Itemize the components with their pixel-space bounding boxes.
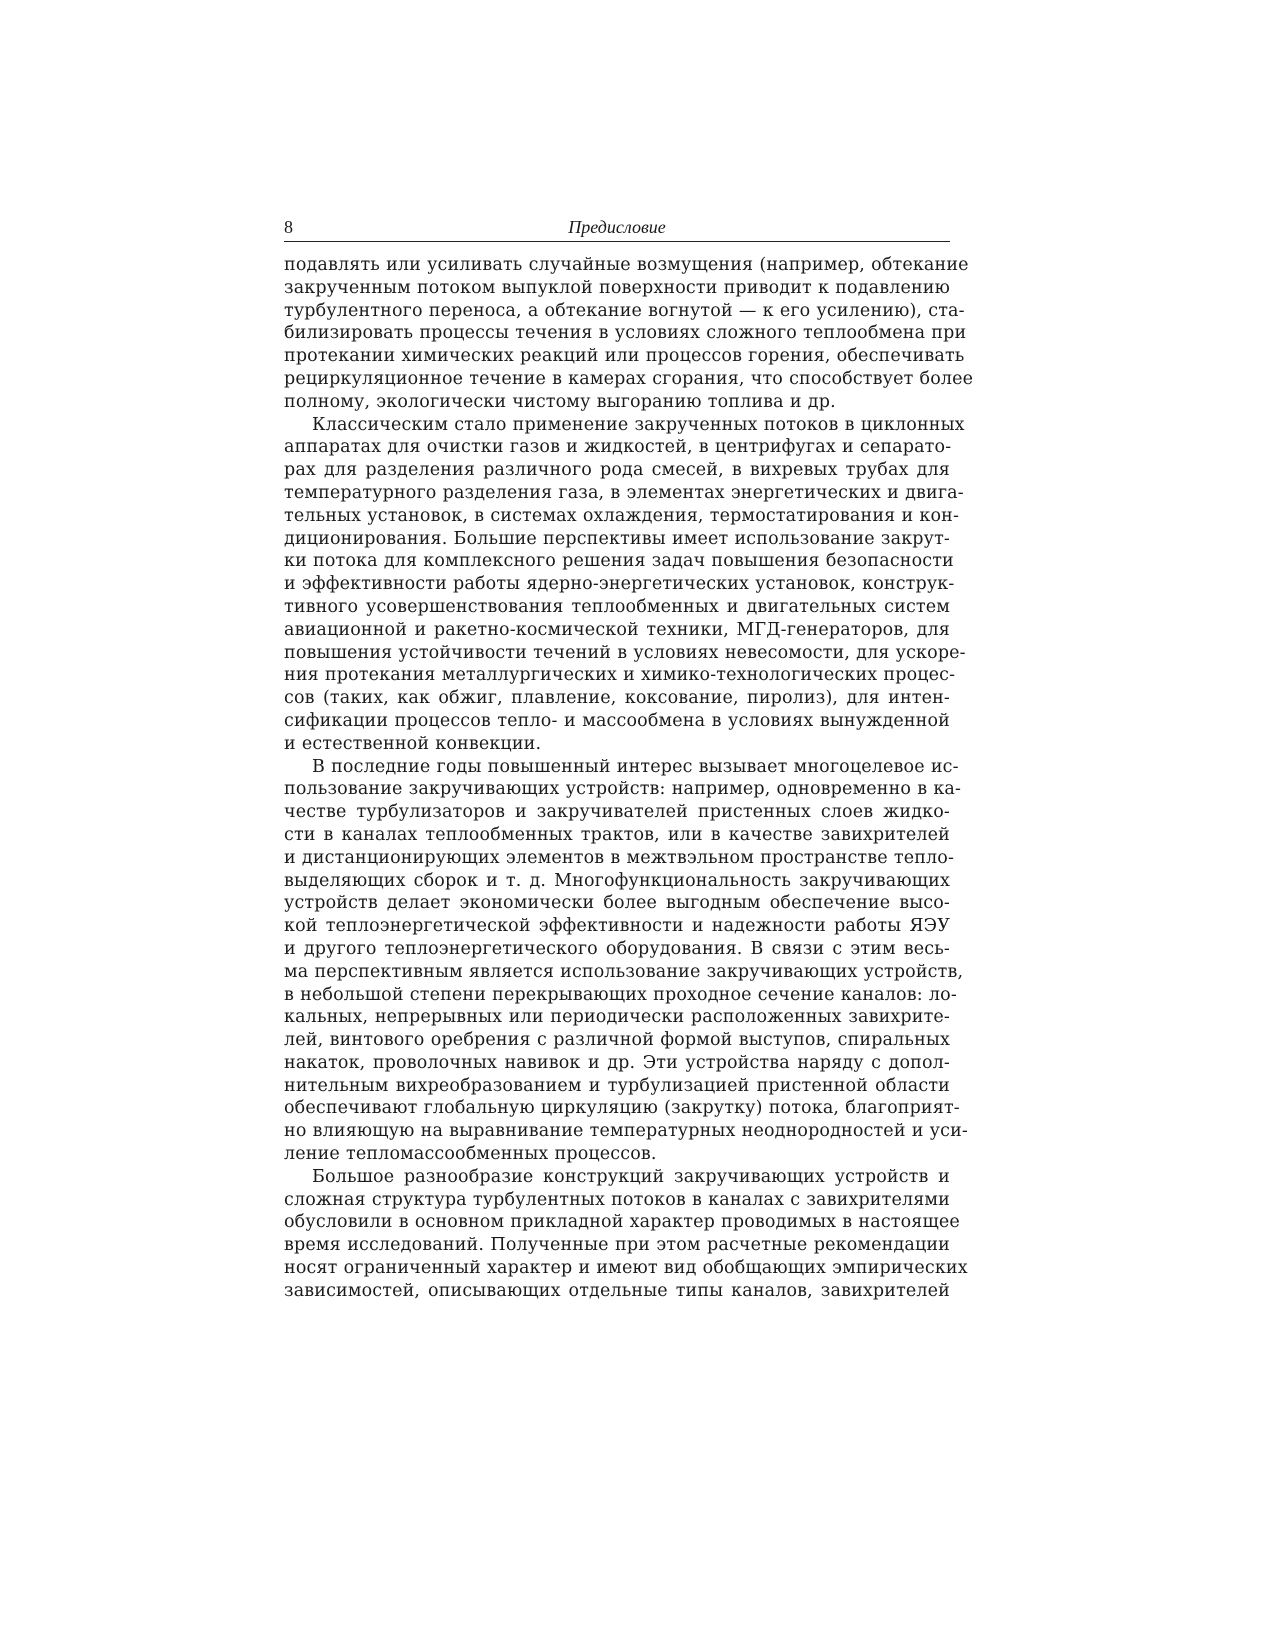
text-line: рециркуляционное течение в камерах сгорания, что способствует более bbox=[284, 368, 974, 389]
text-line: подавлять или усиливать случайные возмущения (например, обтекание bbox=[284, 255, 969, 275]
text-line: аппаратах для очистки газов и жидкостей, в центрифугах и сепарато- bbox=[284, 437, 952, 458]
text-line: ния протекания металлургических и химико-технологических процес- bbox=[284, 665, 956, 686]
text-line: сификации процессов тепло- и массообмена в условиях вынужденной bbox=[284, 710, 950, 731]
text-line: зависимостей, описывающих отдельные типы каналов, завихрителей bbox=[284, 1280, 950, 1301]
text-line: диционирования. Большие перспективы имеет использование закрут- bbox=[284, 528, 950, 549]
text-line: но влияющую на выравнивание температурных неоднородностей и уси- bbox=[284, 1121, 968, 1142]
text-line: повышения устойчивости течений в условиях невесомости, для ускоре- bbox=[284, 642, 966, 663]
text-line: ление тепломассообменных процессов. bbox=[284, 1144, 657, 1165]
text-line: сти в каналах теплообменных трактов, или в качестве завихрителей bbox=[284, 824, 950, 845]
text-line: тельных установок, в системах охлаждения, термостатирования и кон- bbox=[284, 505, 960, 526]
paragraph bbox=[284, 756, 968, 1166]
text-line: и другого теплоэнергетического оборудования. В связи с этим весь- bbox=[284, 938, 950, 959]
text-line: В последние годы повышенный интерес вызывает многоцелевое ис- bbox=[312, 756, 959, 777]
text-line: Классическим стало применение закрученных потоков в циклонных bbox=[312, 414, 965, 435]
paragraph bbox=[284, 1166, 968, 1303]
text-line: турбулентного переноса, а обтекание вогнутой — к его усилению), ста- bbox=[284, 300, 965, 321]
body-text bbox=[284, 254, 974, 1303]
text-line: обеспечивают глобальную циркуляцию (закрутку) потока, благоприят- bbox=[284, 1098, 960, 1119]
text-line: сложная структура турбулентных потоков в каналах с завихрителями bbox=[284, 1189, 950, 1210]
text-line: честве турбулизаторов и закручивателей пристенных слоев жидко- bbox=[284, 802, 950, 823]
text-line: ки потока для комплексного решения задач повышения безопасности bbox=[284, 551, 954, 572]
text-line: протекании химических реакций или процессов горения, обеспечивать bbox=[284, 346, 965, 367]
text-line: и естественной конвекции. bbox=[284, 733, 542, 754]
paragraph bbox=[284, 254, 974, 414]
text-line: кой теплоэнергетической эффективности и надежности работы ЯЭУ bbox=[284, 916, 950, 937]
text-line: и эффективности работы ядерно-энергетических установок, конструк- bbox=[284, 574, 955, 595]
text-line: билизировать процессы течения в условиях сложного теплообмена при bbox=[284, 323, 967, 344]
text-line: и дистанционирующих элементов в межтвэльном пространстве тепло- bbox=[284, 847, 955, 868]
text-line: авиационной и ракетно-космической техники, МГД-генераторов, для bbox=[284, 619, 950, 640]
text-line: устройств делает экономически более выгодным обеспечение высо- bbox=[284, 893, 950, 914]
text-line: нительным вихреобразованием и турбулизацией пристенной области bbox=[284, 1075, 950, 1096]
book-page bbox=[284, 215, 974, 1303]
text-line: носят ограниченный характер и имеют вид обобщающих эмпирических bbox=[284, 1258, 968, 1279]
text-line: полному, экологически чистому выгоранию топлива и др. bbox=[284, 391, 836, 412]
text-line: накаток, проволочных навивок и др. Эти устройства наряду с допол- bbox=[284, 1052, 950, 1073]
text-line: рах для разделения различного рода смесей, в вихревых трубах для bbox=[284, 460, 950, 481]
paragraph bbox=[284, 414, 966, 756]
text-line: закрученным потоком выпуклой поверхности приводит к подавлению bbox=[284, 277, 950, 298]
text-line: время исследований. Полученные при этом расчетные рекомендации bbox=[284, 1235, 950, 1256]
text-line: выделяющих сборок и т. д. Многофункциональность закручивающих bbox=[284, 870, 950, 891]
text-line: температурного разделения газа, в элементах энергетических и двига- bbox=[284, 482, 964, 503]
text-line: кальных, непрерывных или периодически расположенных завихрите- bbox=[284, 1007, 950, 1028]
text-line: Большое разнообразие конструкций закручивающих устройств и bbox=[312, 1166, 950, 1187]
text-line: пользование закручивающих устройств: например, одновременно в ка- bbox=[284, 779, 962, 800]
text-line: ма перспективным является использование закручивающих устройств, bbox=[284, 961, 964, 982]
section-title: Предисловие bbox=[568, 217, 666, 237]
text-line: лей, винтового оребрения с различной формой выступов, спиральных bbox=[284, 1030, 950, 1051]
page-number: 8 bbox=[284, 217, 293, 237]
text-line: тивного усовершенствования теплообменных и двигательных систем bbox=[284, 596, 950, 617]
text-line: в небольшой степени перекрывающих проходное сечение каналов: ло- bbox=[284, 984, 957, 1005]
text-line: сов (таких, как обжиг, плавление, коксование, пиролиз), для интен- bbox=[284, 688, 950, 709]
text-line: обусловили в основном прикладной характер проводимых в настоящее bbox=[284, 1212, 960, 1233]
running-head bbox=[284, 215, 950, 242]
